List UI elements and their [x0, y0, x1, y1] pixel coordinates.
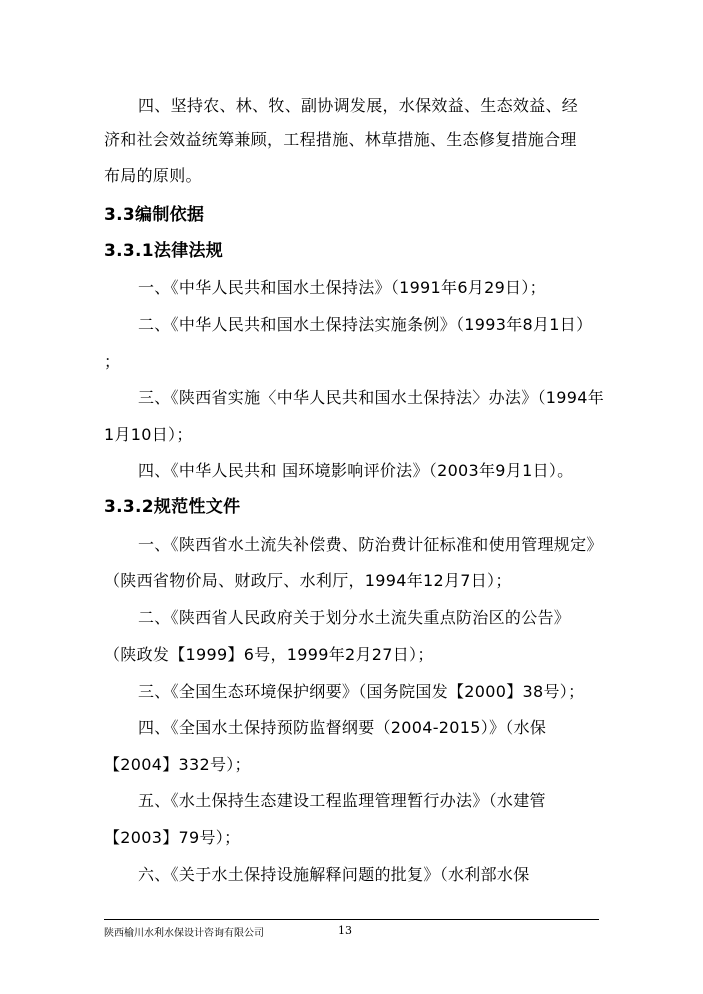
paragraph-line: 四、坚持农、林、牧、副协调发展，水保效益、生态效益、经 [138, 96, 579, 115]
list-item: 四、《全国水土保持预防监督纲要（2004-2015）》（水保 [138, 718, 547, 737]
subsection-heading: 3.3.2规范性文件 [104, 497, 241, 517]
subsection-heading: 3.3.1法律法规 [104, 241, 224, 261]
list-item: 五、《水土保持生态建设工程监理管理暂行办法》（水建管 [138, 791, 546, 810]
list-item: 三、《陕西省实施〈中华人民共和国水土保持法〉办法》（1994年 [138, 388, 605, 407]
footer-divider [104, 919, 599, 920]
page-number: 13 [338, 924, 352, 937]
list-item: 六、《关于水土保持设施解释问题的批复》（水利部水保 [138, 865, 530, 884]
list-item: 一、《中华人民共和国水土保持法》（1991年6月29日）； [138, 278, 546, 297]
list-item-continuation: （陕西省物价局、财政厅、水利厅，1994年12月7日）； [104, 571, 512, 590]
list-item-continuation: （陕政发【1999】6号，1999年2月27日）； [104, 645, 434, 664]
section-heading: 3.3编制依据 [104, 205, 205, 225]
list-item: 二、《陕西省人民政府关于划分水土流失重点防治区的公告》 [138, 608, 571, 627]
list-item-continuation: ； [104, 352, 121, 371]
list-item: 三、《全国生态环境保护纲要》（国务院国发【2000】38号）； [138, 682, 585, 701]
list-item-continuation: 1月10日）； [104, 425, 193, 444]
list-item: 一、《陕西省水土流失补偿费、防治费计征标准和使用管理规定》 [138, 535, 603, 554]
list-item: 四、《中华人民共和 国环境影响评价法》（2003年9月1日）。 [138, 461, 574, 480]
list-item-continuation: 【2003】79号）； [104, 828, 241, 847]
paragraph-line: 济和社会效益统筹兼顾，工程措施、林草措施、生态修复措施合理 [104, 130, 577, 149]
list-item: 二、《中华人民共和国水土保持法实施条例》（1993年8月1日） [138, 315, 593, 334]
footer-company-name: 陕西榆川水利水保设计咨询有限公司 [104, 928, 264, 939]
paragraph-line: 布局的原则。 [104, 166, 202, 185]
list-item-continuation: 【2004】332号）； [104, 755, 251, 774]
